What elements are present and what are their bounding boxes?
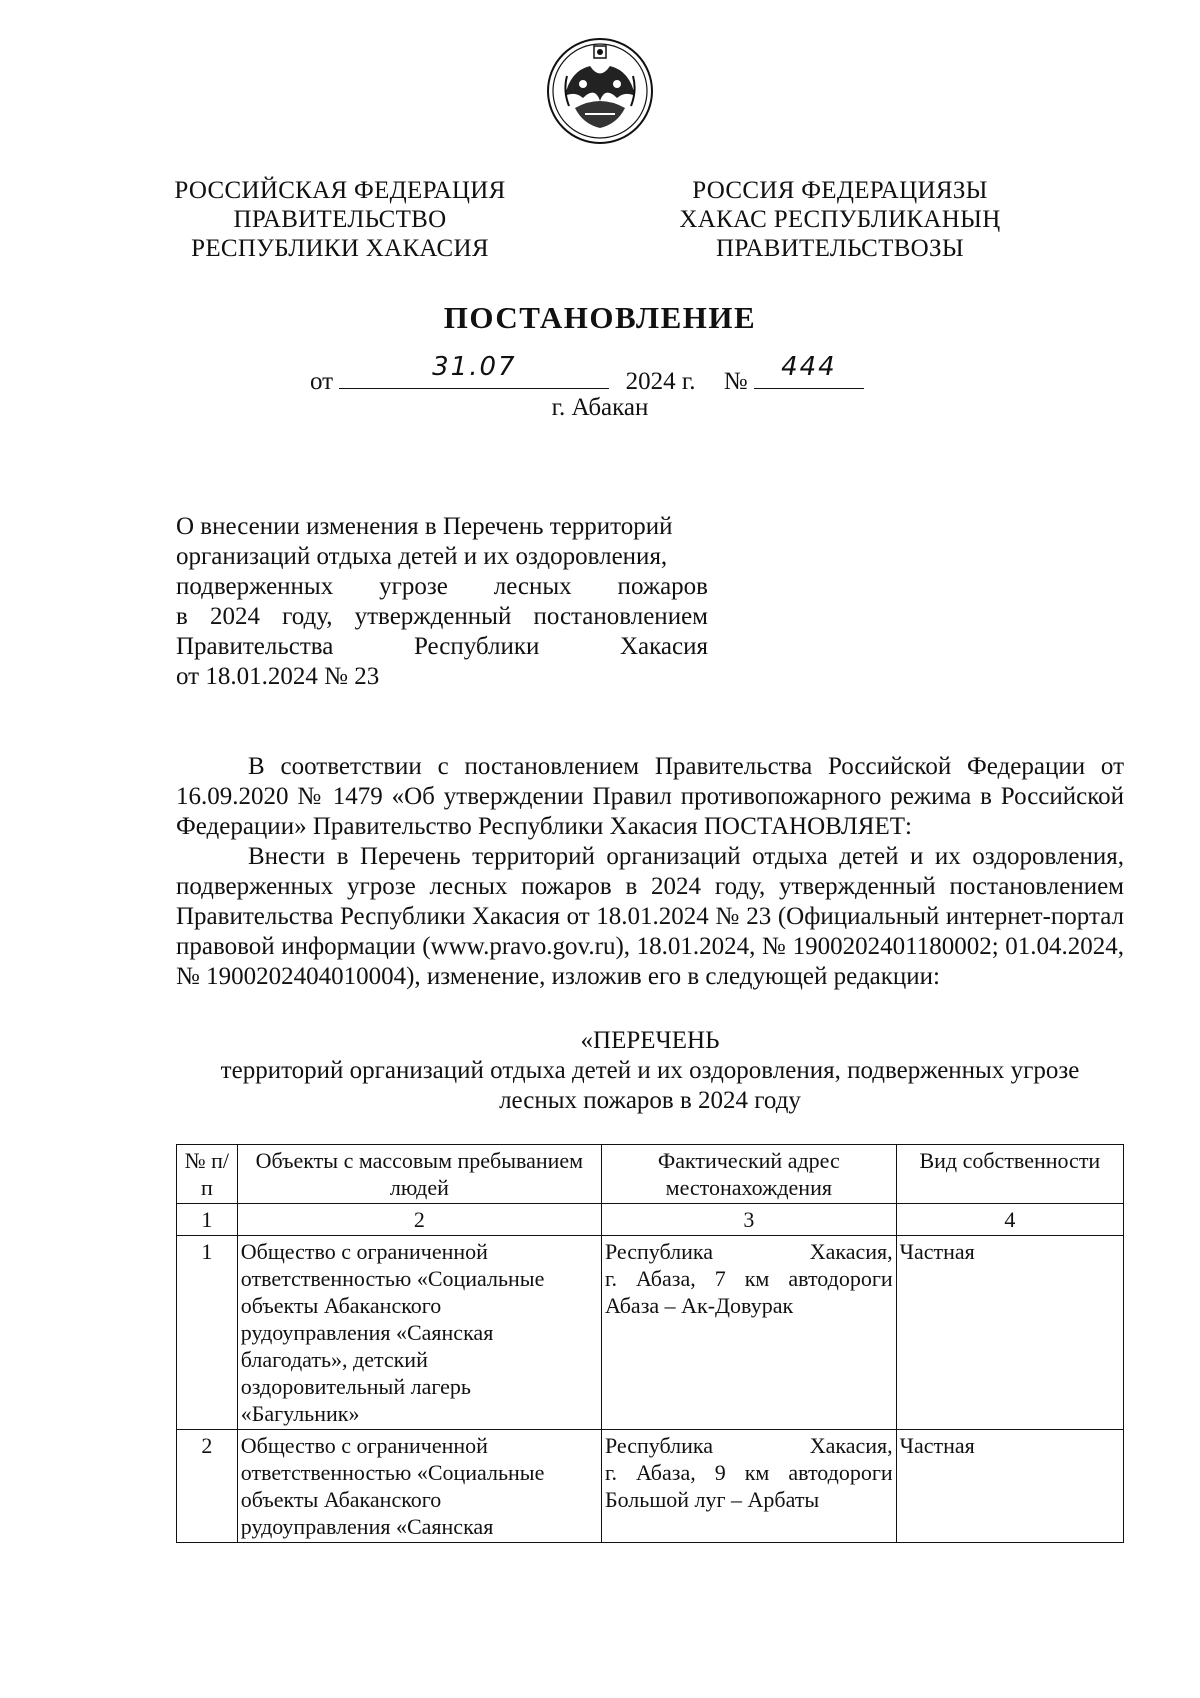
row-number: 2 — [177, 1430, 238, 1543]
address-line: Большой луг – Арбаты — [604, 1487, 820, 1512]
address-line: г. Абаза, 9 км автодороги — [604, 1460, 893, 1485]
list-heading-line-3: лесных пожаров в 2024 году — [499, 1087, 801, 1114]
column-number-3: 3 — [601, 1204, 896, 1236]
republic-emblem — [545, 36, 655, 146]
header-right — [650, 176, 1030, 263]
table-row — [177, 1236, 1124, 1430]
year-label: 2024 г. — [625, 368, 696, 395]
object-line: ответственностью «Социальные — [240, 1266, 545, 1291]
date-handwritten: 31.07 — [432, 352, 517, 382]
list-heading — [176, 1026, 1124, 1116]
header-ownership: Вид собственности — [896, 1145, 1123, 1204]
number-handwritten: 444 — [781, 352, 837, 382]
row-number: 1 — [177, 1236, 238, 1430]
header-address: Фактический адрес местонахождения — [601, 1145, 896, 1204]
subject-block — [176, 512, 708, 692]
date-field — [339, 352, 609, 389]
object-line: Общество с ограниченной — [240, 1239, 488, 1264]
table-row — [177, 1430, 1124, 1543]
object-line: ответственностью «Социальные — [240, 1460, 545, 1485]
number-label: № — [723, 368, 748, 395]
row-ownership: Частная — [896, 1236, 1123, 1430]
object-line: благодать», детский — [240, 1347, 428, 1372]
header-right-line-3: ПРАВИТЕЛЬСТВОЗЫ — [716, 235, 964, 262]
body-text — [176, 752, 1124, 992]
column-number-4: 4 — [896, 1204, 1123, 1236]
date-line — [310, 352, 864, 396]
subject-line-1: О внесении изменения в Перечень территорий — [176, 513, 673, 540]
body-paragraph-1: В соответствии с постановлением Правительства Российской Федерации от 16.09.2020 № 1479 «Об утверждении Правил противопожарного режима в Российской Федерации» Правительство Республики Хакасия ПОСТАНОВЛЯЕТ: — [176, 753, 1124, 840]
row-object — [237, 1430, 601, 1543]
header-left-line-3: РЕСПУБЛИКИ ХАКАСИЯ — [191, 235, 489, 262]
date-prefix: от — [310, 368, 334, 395]
subject-line-3: подверженных угрозе лесных пожаров — [176, 573, 708, 600]
header-left-line-1: РОССИЙСКАЯ ФЕДЕРАЦИЯ — [174, 177, 506, 204]
subject-line-6: от 18.01.2024 № 23 — [176, 663, 380, 690]
object-line: рудоуправления «Саянская — [240, 1320, 494, 1345]
table-column-numbers-row — [177, 1204, 1124, 1236]
header-right-line-2: ХАКАС РЕСПУБЛИКАНЫҢ — [679, 206, 1001, 233]
body-paragraph-2: Внести в Перечень территорий организаций отдыха детей и их оздоровления, подверженных угрозе лесных пожаров в 2024 году, утвержденный постановлением Правительства Республики Хакасия от 18.01.2024 № 23 (Официальный интернет-портал правовой информации (www.pravo.gov.ru), 18.01.2024, № 1900202401180002; 01.04.2024, № 1900202404010004), изменение, изложив его в следующей редакции: — [176, 843, 1124, 990]
address-line: Республика Хакасия, — [604, 1239, 893, 1264]
column-number-2: 2 — [237, 1204, 601, 1236]
subject-line-2: организаций отдыха детей и их оздоровления, — [176, 543, 668, 570]
object-line: объекты Абаканского — [240, 1293, 442, 1318]
subject-line-4: в 2024 году, утвержденный постановлением — [176, 603, 708, 630]
header-objects: Объекты с массовым пребыванием людей — [237, 1145, 601, 1204]
column-number-1: 1 — [177, 1204, 238, 1236]
number-field — [754, 352, 864, 389]
row-ownership: Частная — [896, 1430, 1123, 1543]
city: г. Абакан — [551, 394, 649, 421]
row-address — [601, 1236, 896, 1430]
document-title: ПОСТАНОВЛЕНИЕ — [443, 300, 757, 335]
header-left — [120, 176, 560, 263]
object-line: Общество с ограниченной — [240, 1433, 488, 1458]
row-address — [601, 1430, 896, 1543]
list-heading-line-2: территорий организаций отдыха детей и их оздоровления, подверженных угрозе — [220, 1057, 1080, 1084]
territories-table — [176, 1144, 1124, 1543]
header-left-line-2: ПРАВИТЕЛЬСТВО — [233, 206, 447, 233]
address-line: Республика Хакасия, — [604, 1433, 893, 1458]
object-line: рудоуправления «Саянская — [240, 1514, 494, 1539]
subject-line-5: Правительства Республики Хакасия — [176, 633, 708, 660]
row-object — [237, 1236, 601, 1430]
header-number: № п/п — [177, 1145, 238, 1204]
object-line: объекты Абаканского — [240, 1487, 442, 1512]
address-line: Абаза – Ак-Довурак — [604, 1293, 794, 1318]
object-line: оздоровительный лагерь — [240, 1374, 471, 1399]
table-header-row — [177, 1145, 1124, 1204]
address-line: г. Абаза, 7 км автодороги — [604, 1266, 893, 1291]
header-right-line-1: РОССИЯ ФЕДЕРАЦИЯЗЫ — [692, 177, 988, 204]
object-line: «Багульник» — [240, 1401, 360, 1426]
list-heading-line-1: «ПЕРЕЧЕНЬ — [580, 1027, 720, 1054]
